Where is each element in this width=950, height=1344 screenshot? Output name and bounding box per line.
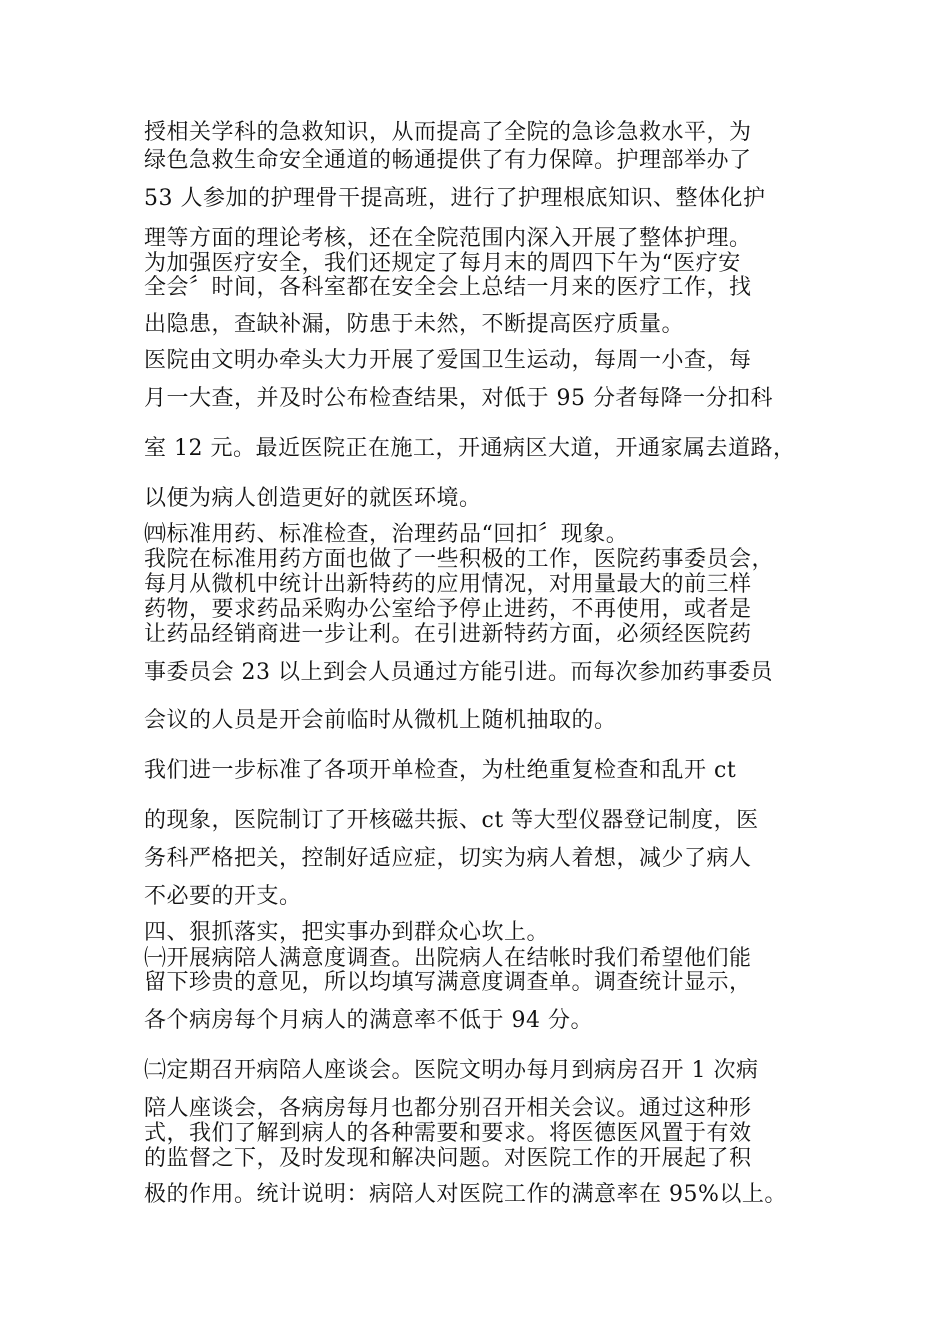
text-line: 不必要的开支。 bbox=[144, 884, 302, 909]
text-line: 陪人座谈会，各病房每月也都分别召开相关会议。通过这种形 bbox=[144, 1096, 752, 1121]
text-line: ㈡定期召开病陪人座谈会。医院文明办每月到病房召开 1 次病 bbox=[144, 1058, 759, 1083]
text-line: 出隐患，查缺补漏，防患于未然，不断提高医疗质量。 bbox=[144, 312, 685, 337]
text-line: 理等方面的理论考核，还在全院范围内深入开展了整体护理。 bbox=[144, 226, 752, 251]
text-line: 的监督之下，及时发现和解决问题。对医院工作的开展起了积 bbox=[144, 1146, 752, 1171]
text-line: 医院由文明办牵头大力开展了爱国卫生运动，每周一小查，每 bbox=[144, 348, 752, 373]
text-line: 药物，要求药品采购办公室给予停止进药，不再使用，或者是 bbox=[144, 597, 752, 622]
text-line: 授相关学科的急救知识，从而提高了全院的急诊急救水平，为 bbox=[144, 120, 752, 145]
text-line: 极的作用。统计说明：病陪人对医院工作的满意率在 95%以上。 bbox=[144, 1182, 787, 1207]
text-line: 各个病房每个月病人的满意率不低于 94 分。 bbox=[144, 1008, 593, 1033]
text-line: 让药品经销商进一步让利。在引进新特药方面，必须经医院药 bbox=[144, 622, 752, 647]
text-line: 绿色急救生命安全通道的畅通提供了有力保障。护理部举办了 bbox=[144, 148, 752, 173]
text-line: 全会〞时间，各科室都在安全会上总结一月来的医疗工作，找 bbox=[144, 275, 752, 300]
text-line: 室 12 元。最近医院正在施工，开通病区大道，开通家属去道路， bbox=[144, 436, 796, 461]
text-line: 月一大查，并及时公布检查结果，对低于 95 分者每降一分扣科 bbox=[144, 386, 773, 411]
text-line: ㈣标准用药、标准检查，治理药品“回扣〞现象。 bbox=[144, 522, 629, 547]
text-line: ㈠开展病陪人满意度调查。出院病人在结帐时我们希望他们能 bbox=[144, 946, 752, 971]
text-line: 我院在标准用药方面也做了一些积极的工作，医院药事委员会， bbox=[144, 547, 775, 572]
text-line: 为加强医疗安全，我们还规定了每月末的周四下午为“医疗安 bbox=[144, 251, 741, 276]
text-line: 会议的人员是开会前临时从微机上随机抽取的。 bbox=[144, 708, 617, 733]
text-line: 的现象，医院制订了开核磁共振、ct 等大型仪器登记制度，医 bbox=[144, 808, 759, 833]
text-line: 以便为病人创造更好的就医环境。 bbox=[144, 486, 482, 511]
text-line: 每月从微机中统计出新特药的应用情况，对用量最大的前三样 bbox=[144, 572, 752, 597]
text-line: 务科严格把关，控制好适应症，切实为病人着想，减少了病人 bbox=[144, 846, 752, 871]
text-line: 四、狠抓落实，把实事办到群众心坎上。 bbox=[144, 920, 550, 945]
text-line: 我们进一步标准了各项开单检查，为杜绝重复检查和乱开 ct bbox=[144, 758, 737, 783]
text-line: 53 人参加的护理骨干提高班，进行了护理根底知识、整体化护 bbox=[144, 186, 766, 211]
text-line: 式，我们了解到病人的各种需要和要求。将医德医风置于有效 bbox=[144, 1121, 752, 1146]
text-line: 留下珍贵的意见，所以均填写满意度调查单。调查统计显示， bbox=[144, 970, 752, 995]
text-line: 事委员会 23 以上到会人员通过方能引进。而每次参加药事委员 bbox=[144, 660, 773, 685]
